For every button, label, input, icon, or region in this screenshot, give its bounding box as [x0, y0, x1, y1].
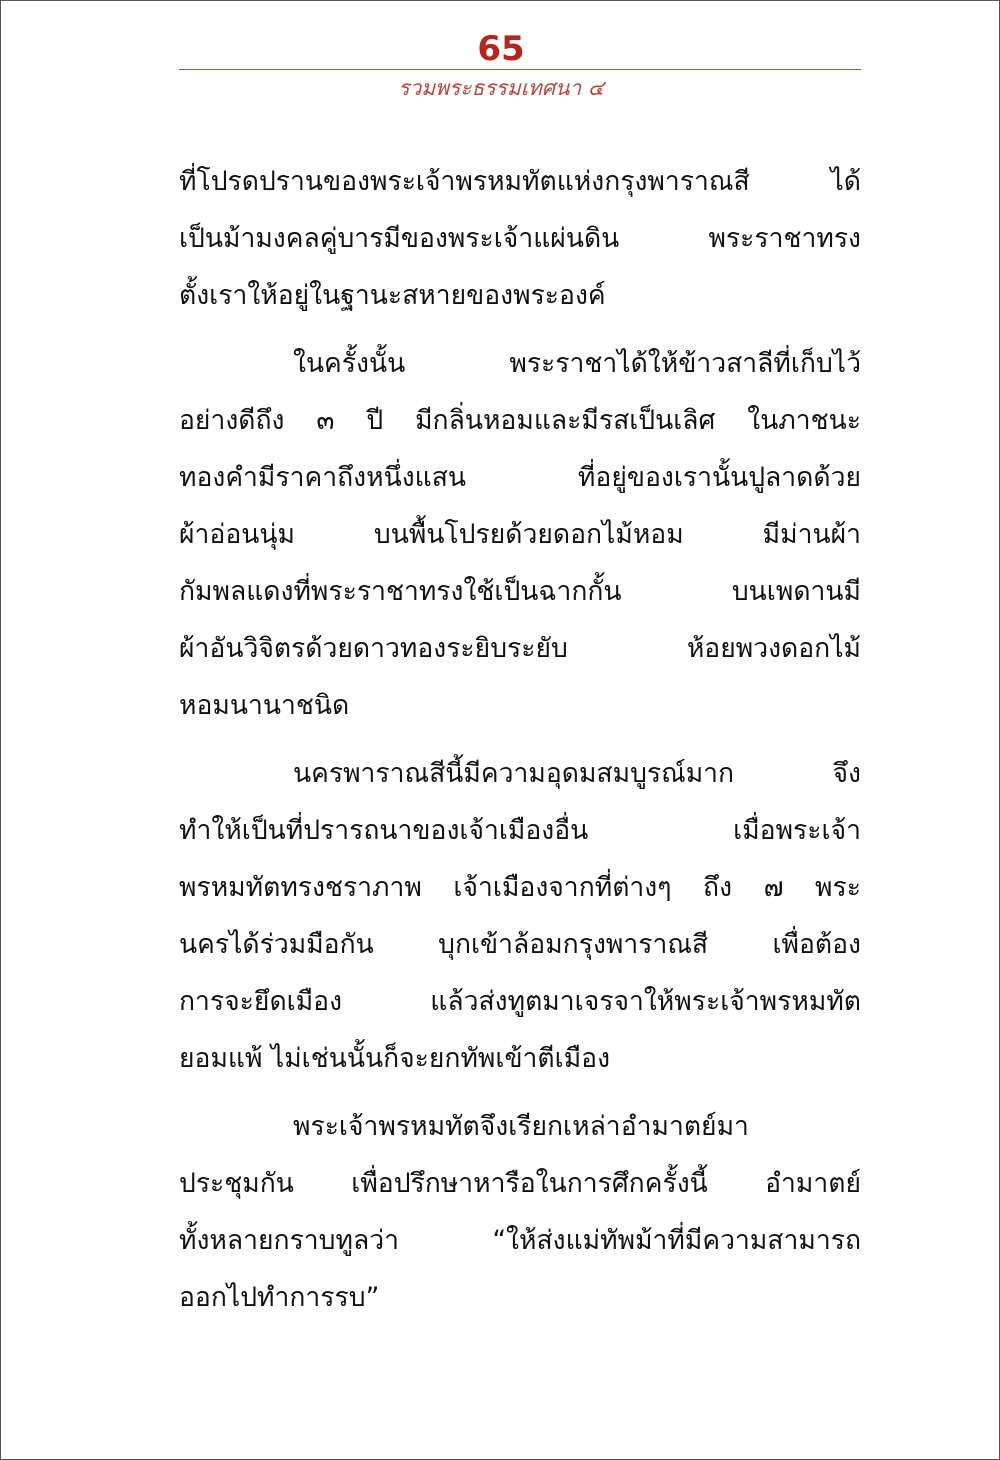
text-line: ผ้าอันวิจิตรด้วยดาวทองระยิบระยับ ห้อยพวงดอกไม้: [179, 633, 861, 664]
paragraph-gap: [179, 324, 861, 335]
text-line: นครพาราณสีนี้มีความอุดมสมบูรณ์มาก จึง: [293, 758, 861, 789]
text-line: ผ้าอ่อนนุ่ม บนพื้นโปรยด้วยดอกไม้หอม มีม่านผ้า: [179, 519, 861, 550]
paragraph-2: [179, 335, 861, 734]
text-line: อย่างดีถึง ๓ ปี มีกลิ่นหอมและมีรสเป็นเลิศ ในภาชนะ: [179, 405, 861, 436]
text-line: ทองคำมีราคาถึงหนึ่งแสน ที่อยู่ของเรานั้นปูลาดด้วย: [179, 462, 861, 493]
text-line: เป็นม้ามงคลคู่บารมีของพระเจ้าแผ่นดิน พระราชาทรง: [179, 223, 861, 254]
page-number: 65: [477, 29, 525, 69]
text-line: นครได้ร่วมมือกัน บุกเข้าล้อมกรุงพาราณสี เพื่อต้อง: [179, 929, 861, 960]
header-divider: [179, 69, 861, 70]
text-line: การจะยึดเมือง แล้วส่งทูตมาเจรจาให้พระเจ้าพรหมทัต: [179, 986, 861, 1017]
text-line: พระเจ้าพรหมทัตจึงเรียกเหล่าอำมาตย์มา: [293, 1111, 749, 1142]
paragraph-1: [179, 153, 861, 324]
text-line: ทั้งหลายกราบทูลว่า “ให้ส่งแม่ทัพม้าที่มีความสามารถ: [179, 1225, 861, 1256]
paragraph-gap: [179, 1087, 861, 1098]
text-line: ทำให้เป็นที่ปรารถนาของเจ้าเมืองอื่น เมื่อพระเจ้า: [179, 815, 861, 846]
paragraph-gap: [179, 734, 861, 745]
text-line: หอมนานาชนิด: [179, 690, 350, 721]
paragraph-4: [179, 1098, 861, 1326]
text-line: ประชุมกัน เพื่อปรึกษาหารือในการศึกครั้งนี้ อำมาตย์: [179, 1168, 861, 1199]
text-line: กัมพลแดงที่พระราชาทรงใช้เป็นฉากกั้น บนเพดานมี: [179, 576, 861, 607]
running-title: รวมพระธรรมเทศนา ๔: [398, 76, 604, 100]
text-line: ยอมแพ้ ไม่เช่นนั้นก็จะยกทัพเข้าตีเมือง: [179, 1043, 611, 1074]
text-line: ที่โปรดปรานของพระเจ้าพรหมทัตแห่งกรุงพาราณสี ได้: [179, 166, 861, 197]
paragraph-3: [179, 745, 861, 1087]
body-text: [179, 153, 861, 1326]
text-line: ตั้งเราให้อยู่ในฐานะสหายของพระองค์: [179, 280, 606, 311]
text-line: ในครั้งนั้น พระราชาได้ให้ข้าวสาลีที่เก็บไว้: [293, 348, 861, 379]
text-line: ออกไปทำการรบ”: [179, 1282, 380, 1313]
text-line: พรหมทัตทรงชราภาพ เจ้าเมืองจากที่ต่างๆ ถึง ๗ พระ: [179, 872, 861, 903]
